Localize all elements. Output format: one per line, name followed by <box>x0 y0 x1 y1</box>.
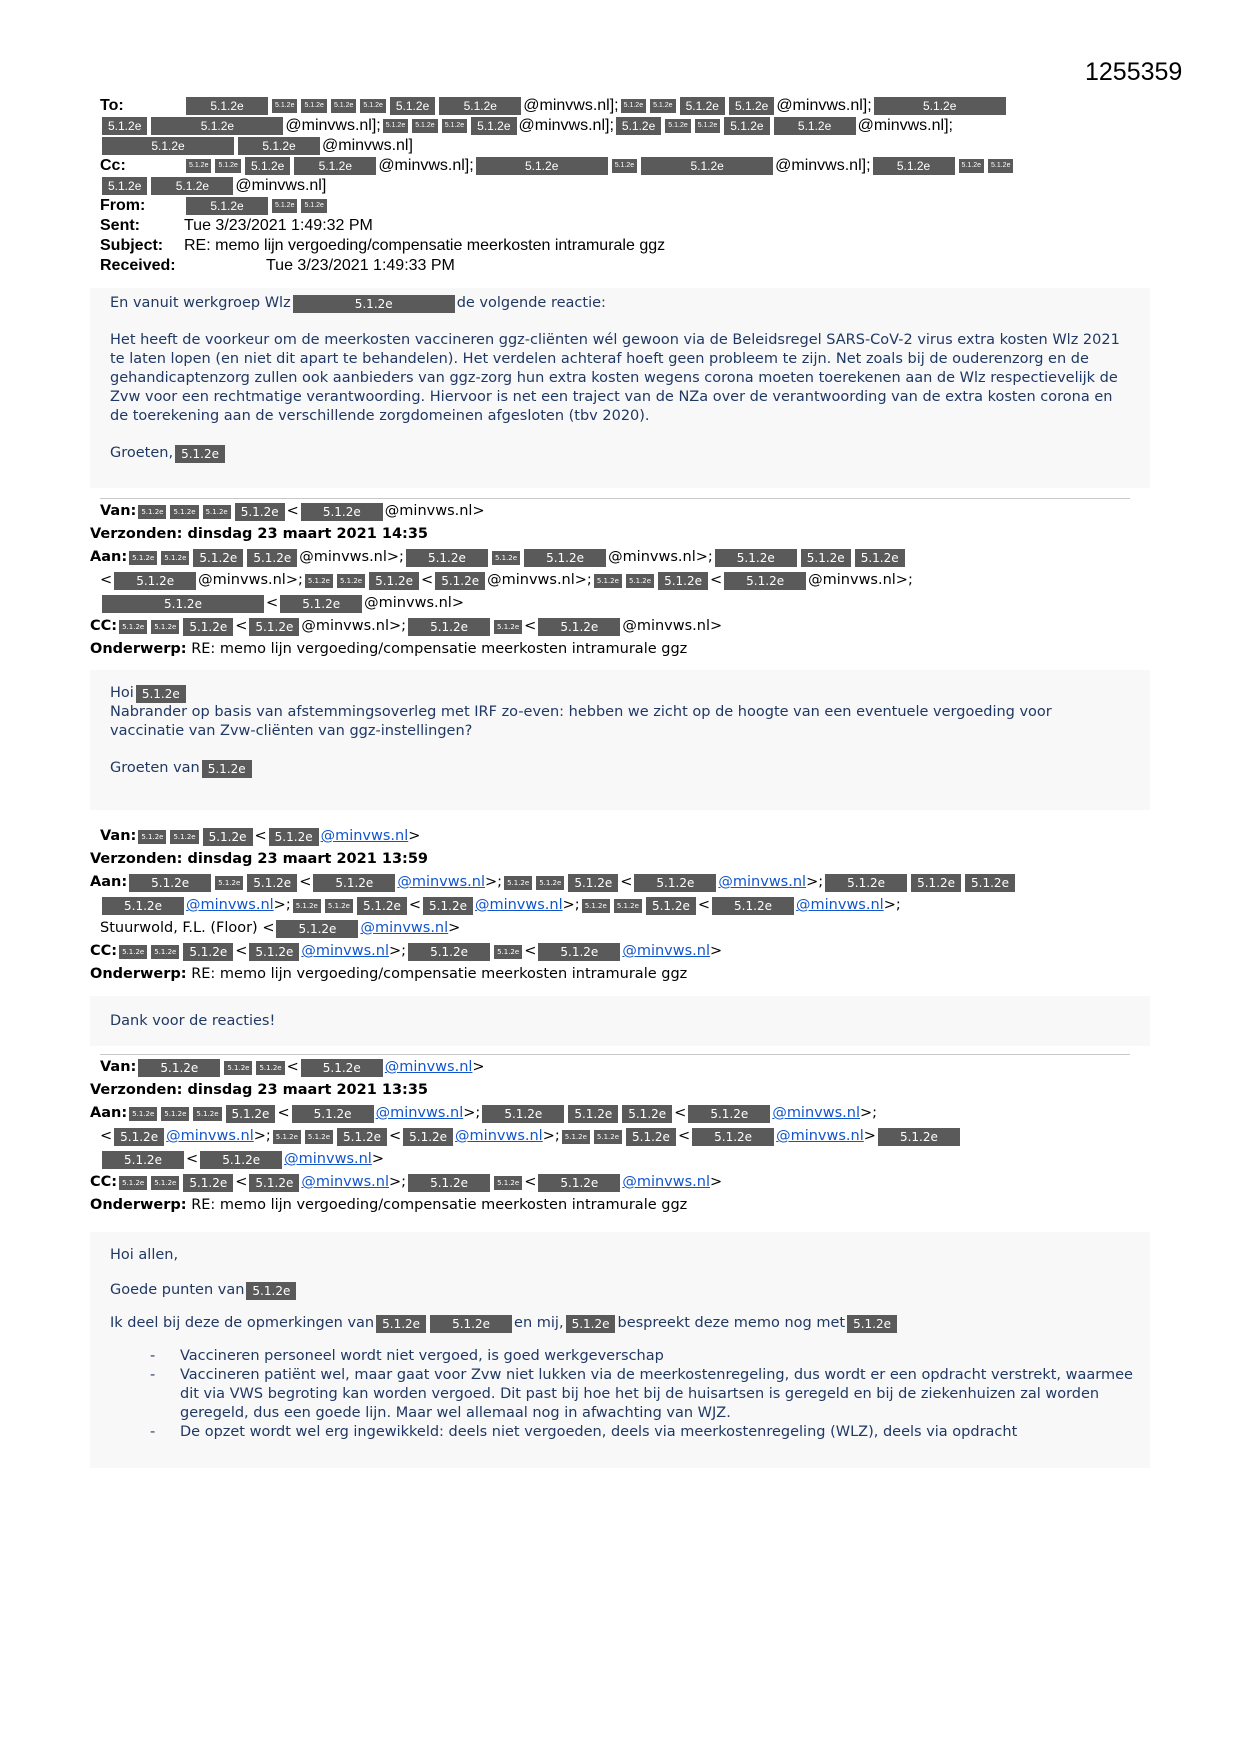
redaction: 5.1.2e <box>170 830 198 844</box>
email-link[interactable]: @minvws.nl <box>622 1174 711 1190</box>
redaction: 5.1.2e <box>965 874 1015 892</box>
redaction: 5.1.2e <box>594 1130 622 1144</box>
received-value: Tue 3/23/2021 1:49:33 PM <box>266 257 455 274</box>
email-link[interactable]: @minvws.nl <box>384 1059 473 1075</box>
redaction: 5.1.2e <box>226 1105 276 1123</box>
redaction: 5.1.2e <box>272 99 297 113</box>
redaction: 5.1.2e <box>568 1105 618 1123</box>
redaction: 5.1.2e <box>873 157 955 175</box>
from-label: From: <box>100 197 146 214</box>
redaction: 5.1.2e <box>712 897 794 915</box>
redaction: 5.1.2e <box>269 828 319 846</box>
redaction: 5.1.2e <box>273 1130 301 1144</box>
redaction: 5.1.2e <box>524 549 606 567</box>
redaction: 5.1.2e <box>715 549 797 567</box>
redaction: 5.1.2e <box>292 1105 374 1123</box>
cc-row-2 <box>100 176 1140 196</box>
van-label: Van: <box>100 1059 137 1075</box>
redaction: 5.1.2e <box>151 620 179 634</box>
divider <box>100 498 1130 499</box>
redaction: 5.1.2e <box>408 943 490 961</box>
redaction: 5.1.2e <box>616 117 661 135</box>
redaction: 5.1.2e <box>325 899 353 913</box>
redaction: 5.1.2e <box>688 1105 770 1123</box>
redaction: 5.1.2e <box>566 1315 616 1333</box>
message-3-body <box>90 996 1150 1046</box>
bullet-item: - De opzet wordt wel erg ingewikkeld: deels niet vergoeden, deels via meerkostenregeling (WLZ), deels via opdracht <box>110 1423 1140 1442</box>
redaction: 5.1.2e <box>658 572 708 590</box>
redaction: 5.1.2e <box>293 899 321 913</box>
redaction: 5.1.2e <box>614 899 642 913</box>
to-row-2 <box>100 116 1140 136</box>
redaction: 5.1.2e <box>151 177 233 195</box>
redaction: 5.1.2e <box>646 897 696 915</box>
email-domain: @minvws.nl]; <box>775 157 871 174</box>
redaction: 5.1.2e <box>224 1061 252 1075</box>
redaction: 5.1.2e <box>186 97 268 115</box>
redaction: 5.1.2e <box>305 1130 333 1144</box>
redaction: 5.1.2e <box>476 157 608 175</box>
line-2-a: Ik deel bij deze de opmerkingen van <box>110 1315 375 1331</box>
redaction: 5.1.2e <box>331 99 356 113</box>
van-label: Van: <box>100 503 137 519</box>
redaction: 5.1.2e <box>256 1061 284 1075</box>
from-row <box>100 196 1140 216</box>
redaction: 5.1.2e <box>774 117 856 135</box>
bullet-list <box>110 1347 1140 1442</box>
to-label: To: <box>100 97 124 114</box>
redaction: 5.1.2e <box>249 1174 299 1192</box>
redaction: 5.1.2e <box>102 595 264 613</box>
message-3-paragraph: Dank voor de reacties! <box>110 1013 276 1029</box>
cc-label: CC: <box>90 943 118 959</box>
redaction: 5.1.2e <box>724 117 769 135</box>
redaction: 5.1.2e <box>494 620 522 634</box>
email-domain: @minvws.nl>; <box>808 572 913 588</box>
email-link[interactable]: @minvws.nl <box>622 943 711 959</box>
document-number: 1255359 <box>1085 58 1183 86</box>
email-link[interactable]: @minvws.nl <box>772 1105 860 1121</box>
email-domain: @minvws.nl] <box>322 137 413 154</box>
subject-row <box>100 236 1140 256</box>
cc-label: CC: <box>90 618 118 634</box>
redaction: 5.1.2e <box>626 574 654 588</box>
redaction: 5.1.2e <box>847 1315 897 1333</box>
redaction: 5.1.2e <box>959 159 984 173</box>
redaction: 5.1.2e <box>626 1128 676 1146</box>
redaction: 5.1.2e <box>408 618 490 636</box>
redaction: 5.1.2e <box>911 874 961 892</box>
sent-row <box>100 216 1140 236</box>
closing-text: Groeten, <box>110 445 174 461</box>
email-link[interactable]: @minvws.nl <box>474 897 563 913</box>
email-domain: @minvws.nl> <box>622 618 723 634</box>
redaction: 5.1.2e <box>102 137 234 155</box>
email-link[interactable]: @minvws.nl <box>186 897 274 913</box>
redaction: 5.1.2e <box>203 828 253 846</box>
redaction: 5.1.2e <box>119 1176 147 1190</box>
redaction: 5.1.2e <box>568 874 618 892</box>
redaction: 5.1.2e <box>161 551 189 565</box>
redaction: 5.1.2e <box>360 99 385 113</box>
email-domain: @minvws.nl>; <box>301 618 407 634</box>
redaction: 5.1.2e <box>403 1128 453 1146</box>
email-domain: @minvws.nl]; <box>285 117 381 134</box>
redaction: 5.1.2e <box>183 618 233 636</box>
email-link[interactable]: @minvws.nl <box>166 1128 254 1144</box>
aan-label: Aan: <box>90 874 128 890</box>
redaction: 5.1.2e <box>423 897 473 915</box>
verzonden: Verzonden: dinsdag 23 maart 2021 14:35 <box>90 526 429 542</box>
email-domain: @minvws.nl>; <box>299 549 404 565</box>
subject-label: Subject: <box>100 237 164 254</box>
closing-line <box>110 444 1130 463</box>
redaction: 5.1.2e <box>102 177 147 195</box>
redaction: 5.1.2e <box>272 199 297 213</box>
redaction: 5.1.2e <box>138 830 166 844</box>
redaction: 5.1.2e <box>246 1282 296 1300</box>
redaction: 5.1.2e <box>202 760 252 778</box>
email-link[interactable]: @minvws.nl <box>718 874 807 890</box>
redaction: 5.1.2e <box>247 549 297 567</box>
redaction: 5.1.2e <box>102 117 147 135</box>
redaction: 5.1.2e <box>538 618 620 636</box>
redaction: 5.1.2e <box>183 1174 233 1192</box>
onderwerp-label: Onderwerp: <box>90 641 187 657</box>
redaction: 5.1.2e <box>151 117 283 135</box>
redaction: 5.1.2e <box>301 1059 383 1077</box>
email-link[interactable]: @minvws.nl <box>397 874 486 890</box>
message-3-header: Van: 5.1.2e 5.1.2e 5.1.2e < 5.1.2e @minvws.nl > Verzonden: dinsdag 23 maart 2021 13:59 Aan: 5.1.2e 5.1.2e 5.1.2e < 5.1.2e @minvws.nl >; 5.1.2e 5.1.2e 5.1.2e < 5.1.2e @minvws.nl >; 5.1.2e 5.1.2e 5.1.2e 5.1.2e @minvws.nl >; 5.1.2e 5.1.2e 5.1.2e < 5.1.2e @minvws.nl >; 5.1.2e 5.1.2e 5.1.2e < 5.1.2e @minvws.nl >; Stuurwold, F.L. (Floor) < 5.1.2e @minvws.nl > CC: 5.1.2e 5.1.2e 5.1.2e < 5.1.2e @minvws.nl >; 5.1.2e 5.1.2e < 5.1.2e @minvws.nl > Onderwerp: RE: memo lijn vergoeding/compensatie meerkosten intramurale ggz <box>100 825 1140 986</box>
redaction: 5.1.2e <box>621 99 646 113</box>
redaction: 5.1.2e <box>102 1151 184 1169</box>
redaction: 5.1.2e <box>369 572 419 590</box>
onderwerp-label: Onderwerp: <box>90 1197 187 1213</box>
redaction: 5.1.2e <box>313 874 395 892</box>
line-2-c: bespreekt deze memo nog met <box>617 1315 846 1331</box>
redaction: 5.1.2e <box>482 1105 564 1123</box>
redaction: 5.1.2e <box>724 572 806 590</box>
email-link[interactable]: @minvws.nl <box>360 920 449 936</box>
email-link[interactable]: @minvws.nl <box>320 828 409 844</box>
redaction: 5.1.2e <box>562 1130 590 1144</box>
message-2-paragraph: Nabrander op basis van afstemmingsoverleg met IRF zo-even: hebben we zicht op de hoogte van een eventuele vergoeding voor vaccinatie van Zvw-cliënten van ggz-instellingen? <box>110 704 1052 739</box>
redaction: 5.1.2e <box>193 549 243 567</box>
email-link[interactable]: @minvws.nl <box>455 1128 543 1144</box>
redaction: 5.1.2e <box>538 943 620 961</box>
redaction: 5.1.2e <box>203 505 231 519</box>
redaction: 5.1.2e <box>200 1151 282 1169</box>
redaction: 5.1.2e <box>129 874 211 892</box>
email-domain: @minvws.nl>; <box>198 572 303 588</box>
email-domain: @minvws.nl]; <box>857 117 953 134</box>
greeting: Hoi <box>110 685 134 701</box>
redaction: 5.1.2e <box>729 97 774 115</box>
redaction: 5.1.2e <box>249 943 299 961</box>
email-link[interactable]: @minvws.nl <box>776 1128 864 1144</box>
redaction: 5.1.2e <box>170 505 198 519</box>
onderwerp-value: RE: memo lijn vergoeding/compensatie meerkosten intramurale ggz <box>191 641 688 657</box>
cc-label: CC: <box>90 1174 118 1190</box>
redaction: 5.1.2e <box>612 159 637 173</box>
redaction: 5.1.2e <box>692 1128 774 1146</box>
email-header <box>100 96 1140 276</box>
email-link[interactable]: @minvws.nl <box>796 897 884 913</box>
line-1: Goede punten van <box>110 1282 245 1298</box>
named-recipient: Stuurwold, F.L. (Floor) < <box>100 920 275 936</box>
message-1-paragraph: Het heeft de voorkeur om de meerkosten vaccineren ggz-cliënten wél gewoon via de Beleidsregel SARS-CoV-2 virus extra kosten Wlz 2021 te laten lopen (en niet dit apart te behandelen). Het verdelen achteraf hoeft geen probleem te zijn. Net zoals bij de ouderenzorg en de gehandicaptenzorg zullen ook aanbieders van ggz-zorg hun extra kosten wegens corona moeten toerekenen aan de Wlz respectievelijk de Zvw voor een rechtmatige verantwoording. Hiervoor is net een traject van de NZa over de verantwoording van de extra kosten corona en de toerekening aan de verschillende zorgdomeinen afgesloten (tbv 2020). <box>110 332 1120 424</box>
redaction: 5.1.2e <box>301 503 383 521</box>
redaction: 5.1.2e <box>665 119 690 133</box>
redaction: 5.1.2e <box>408 1174 490 1192</box>
redaction: 5.1.2e <box>276 920 358 938</box>
email-domain: @minvws.nl]; <box>523 97 619 114</box>
redaction: 5.1.2e <box>594 574 622 588</box>
redaction: 5.1.2e <box>442 119 467 133</box>
redaction: 5.1.2e <box>878 1128 960 1146</box>
intro-text-a: En vanuit werkgroep Wlz <box>110 295 291 311</box>
bullet-item: - Vaccineren patiënt wel, maar gaat voor Zvw niet lukken via de meerkostenregeling, dus wordt er een opdracht verstrekt, waarmee dit via VWS begroting kan worden vergoed. Dit past bij hoe het bij de huisartsen is geregeld en bij de ziekenhuizen zal worden geregeld, dus een goede lijn. Maar wel allemaal nog in afwachting van WJZ. <box>110 1366 1140 1423</box>
redaction: 5.1.2e <box>136 685 186 703</box>
received-row <box>100 256 1140 276</box>
redaction: 5.1.2e <box>680 97 725 115</box>
redaction: 5.1.2e <box>215 876 243 890</box>
redaction: 5.1.2e <box>301 199 326 213</box>
redaction: 5.1.2e <box>280 595 362 613</box>
redaction: 5.1.2e <box>582 899 610 913</box>
redaction: 5.1.2e <box>114 1128 164 1146</box>
redaction: 5.1.2e <box>622 1105 672 1123</box>
verzonden: Verzonden: dinsdag 23 maart 2021 13:35 <box>90 1082 429 1098</box>
sent-value: Tue 3/23/2021 1:49:32 PM <box>184 217 373 234</box>
redaction: 5.1.2e <box>138 505 166 519</box>
redaction: 5.1.2e <box>186 159 211 173</box>
redaction: 5.1.2e <box>129 551 157 565</box>
redaction: 5.1.2e <box>855 549 905 567</box>
redaction: 5.1.2e <box>119 620 147 634</box>
redaction: 5.1.2e <box>238 137 320 155</box>
redaction: 5.1.2e <box>471 117 516 135</box>
onderwerp-value: RE: memo lijn vergoeding/compensatie meerkosten intramurale ggz <box>191 1197 688 1213</box>
bullet-item: - Vaccineren personeel wordt niet vergoed, is goed werkgeverschap <box>110 1347 1140 1366</box>
redaction: 5.1.2e <box>114 572 196 590</box>
email-link[interactable]: @minvws.nl <box>301 1174 390 1190</box>
redaction: 5.1.2e <box>536 876 564 890</box>
email-domain: @minvws.nl> <box>384 503 485 519</box>
redaction: 5.1.2e <box>383 119 408 133</box>
van-label: Van: <box>100 828 137 844</box>
email-domain: @minvws.nl> <box>364 595 464 611</box>
redaction: 5.1.2e <box>430 1315 512 1333</box>
message-1-body <box>90 288 1150 488</box>
redaction: 5.1.2e <box>151 1176 179 1190</box>
email-domain: @minvws.nl]; <box>776 97 872 114</box>
cc-row <box>100 156 1140 176</box>
to-row <box>100 96 1140 116</box>
redaction: 5.1.2e <box>634 874 716 892</box>
redaction: 5.1.2e <box>183 943 233 961</box>
email-link[interactable]: @minvws.nl <box>284 1151 372 1167</box>
onderwerp-label: Onderwerp: <box>90 966 187 982</box>
redaction: 5.1.2e <box>247 874 297 892</box>
redaction: 5.1.2e <box>161 1107 189 1121</box>
sent-label: Sent: <box>100 217 140 234</box>
aan-label: Aan: <box>90 1105 128 1121</box>
redaction: 5.1.2e <box>988 159 1013 173</box>
redaction: 5.1.2e <box>825 874 907 892</box>
redaction: 5.1.2e <box>129 1107 157 1121</box>
subject-value: RE: memo lijn vergoeding/compensatie meerkosten intramurale ggz <box>184 237 666 254</box>
redaction: 5.1.2e <box>412 119 437 133</box>
message-2-body <box>90 670 1150 810</box>
redaction: 5.1.2e <box>641 157 773 175</box>
redaction: 5.1.2e <box>245 157 290 175</box>
email-link[interactable]: @minvws.nl <box>375 1105 464 1121</box>
redaction: 5.1.2e <box>494 1176 522 1190</box>
redaction: 5.1.2e <box>494 945 522 959</box>
redaction: 5.1.2e <box>293 295 455 313</box>
redaction: 5.1.2e <box>337 1128 387 1146</box>
redaction: 5.1.2e <box>874 97 1006 115</box>
email-link[interactable]: @minvws.nl <box>301 943 390 959</box>
redaction: 5.1.2e <box>305 574 333 588</box>
redaction: 5.1.2e <box>235 503 285 521</box>
message-4-body <box>90 1232 1150 1468</box>
redaction: 5.1.2e <box>193 1107 221 1121</box>
onderwerp-value: RE: memo lijn vergoeding/compensatie meerkosten intramurale ggz <box>191 966 688 982</box>
intro-text-b: de volgende reactie: <box>456 295 606 311</box>
redaction: 5.1.2e <box>538 1174 620 1192</box>
redaction: 5.1.2e <box>801 549 851 567</box>
redaction: 5.1.2e <box>215 159 240 173</box>
line-2-b: en mij, <box>514 1315 564 1331</box>
aan-label: Aan: <box>90 549 128 565</box>
redaction: 5.1.2e <box>650 99 675 113</box>
greeting: Hoi allen, <box>110 1247 179 1263</box>
email-domain: @minvws.nl>; <box>608 549 713 565</box>
redaction: 5.1.2e <box>376 1315 426 1333</box>
email-domain: @minvws.nl]; <box>378 157 474 174</box>
redaction: 5.1.2e <box>492 551 520 565</box>
message-4-header: Van: 5.1.2e 5.1.2e 5.1.2e < 5.1.2e @minvws.nl > Verzonden: dinsdag 23 maart 2021 13:35 Aan: 5.1.2e 5.1.2e 5.1.2e 5.1.2e < 5.1.2e @minvws.nl >; 5.1.2e 5.1.2e 5.1.2e < 5.1.2e @minvws.nl >; < 5.1.2e @minvws.nl >; 5.1.2e 5.1.2e 5.1.2e < 5.1.2e @minvws.nl >; 5.1.2e 5.1.2e 5.1.2e < 5.1.2e @minvws.nl > 5.1.2e 5.1.2e < 5.1.2e @minvws.nl > CC: 5.1.2e 5.1.2e 5.1.2e < 5.1.2e @minvws.nl >; 5.1.2e 5.1.2e < 5.1.2e @minvws.nl > Onderwerp: RE: memo lijn vergoeding/compensatie meerkosten intramurale ggz <box>100 1056 1140 1217</box>
redaction: 5.1.2e <box>435 572 485 590</box>
redaction: 5.1.2e <box>439 97 521 115</box>
redaction: 5.1.2e <box>138 1059 220 1077</box>
redaction: 5.1.2e <box>504 876 532 890</box>
redaction: 5.1.2e <box>695 119 720 133</box>
intro-line <box>110 294 1130 313</box>
message-2-header: Van: 5.1.2e 5.1.2e 5.1.2e 5.1.2e < 5.1.2e @minvws.nl> Verzonden: dinsdag 23 maart 2021 14:35 Aan: 5.1.2e 5.1.2e 5.1.2e 5.1.2e @minvws.nl>; 5.1.2e 5.1.2e 5.1.2e @minvws.nl>; 5.1.2e 5.1.2e 5.1.2e < 5.1.2e @minvws.nl>; 5.1.2e 5.1.2e 5.1.2e < 5.1.2e @minvws.nl>; 5.1.2e 5.1.2e 5.1.2e < 5.1.2e @minvws.nl>; 5.1.2e < 5.1.2e @minvws.nl> CC: 5.1.2e 5.1.2e 5.1.2e < 5.1.2e @minvws.nl>; 5.1.2e 5.1.2e < 5.1.2e @minvws.nl> Onderwerp: RE: memo lijn vergoeding/compensatie meerkosten intramurale ggz <box>100 500 1140 661</box>
redaction: 5.1.2e <box>249 618 299 636</box>
redaction: 5.1.2e <box>357 897 407 915</box>
closing-text: Groeten van <box>110 760 200 776</box>
redaction: 5.1.2e <box>390 97 435 115</box>
to-row-3 <box>100 136 1140 156</box>
email-domain: @minvws.nl]; <box>518 117 614 134</box>
cc-label: Cc: <box>100 157 126 174</box>
verzonden: Verzonden: dinsdag 23 maart 2021 13:59 <box>90 851 429 867</box>
redaction: 5.1.2e <box>301 99 326 113</box>
divider <box>100 1054 1130 1055</box>
redaction: 5.1.2e <box>151 945 179 959</box>
received-label: Received: <box>100 257 176 274</box>
redaction: 5.1.2e <box>186 197 268 215</box>
redaction: 5.1.2e <box>119 945 147 959</box>
redaction: 5.1.2e <box>175 445 225 463</box>
redaction: 5.1.2e <box>406 549 488 567</box>
redaction: 5.1.2e <box>294 157 376 175</box>
email-domain: @minvws.nl>; <box>487 572 592 588</box>
email-domain: @minvws.nl] <box>235 177 327 194</box>
redaction: 5.1.2e <box>102 897 184 915</box>
redaction: 5.1.2e <box>337 574 365 588</box>
